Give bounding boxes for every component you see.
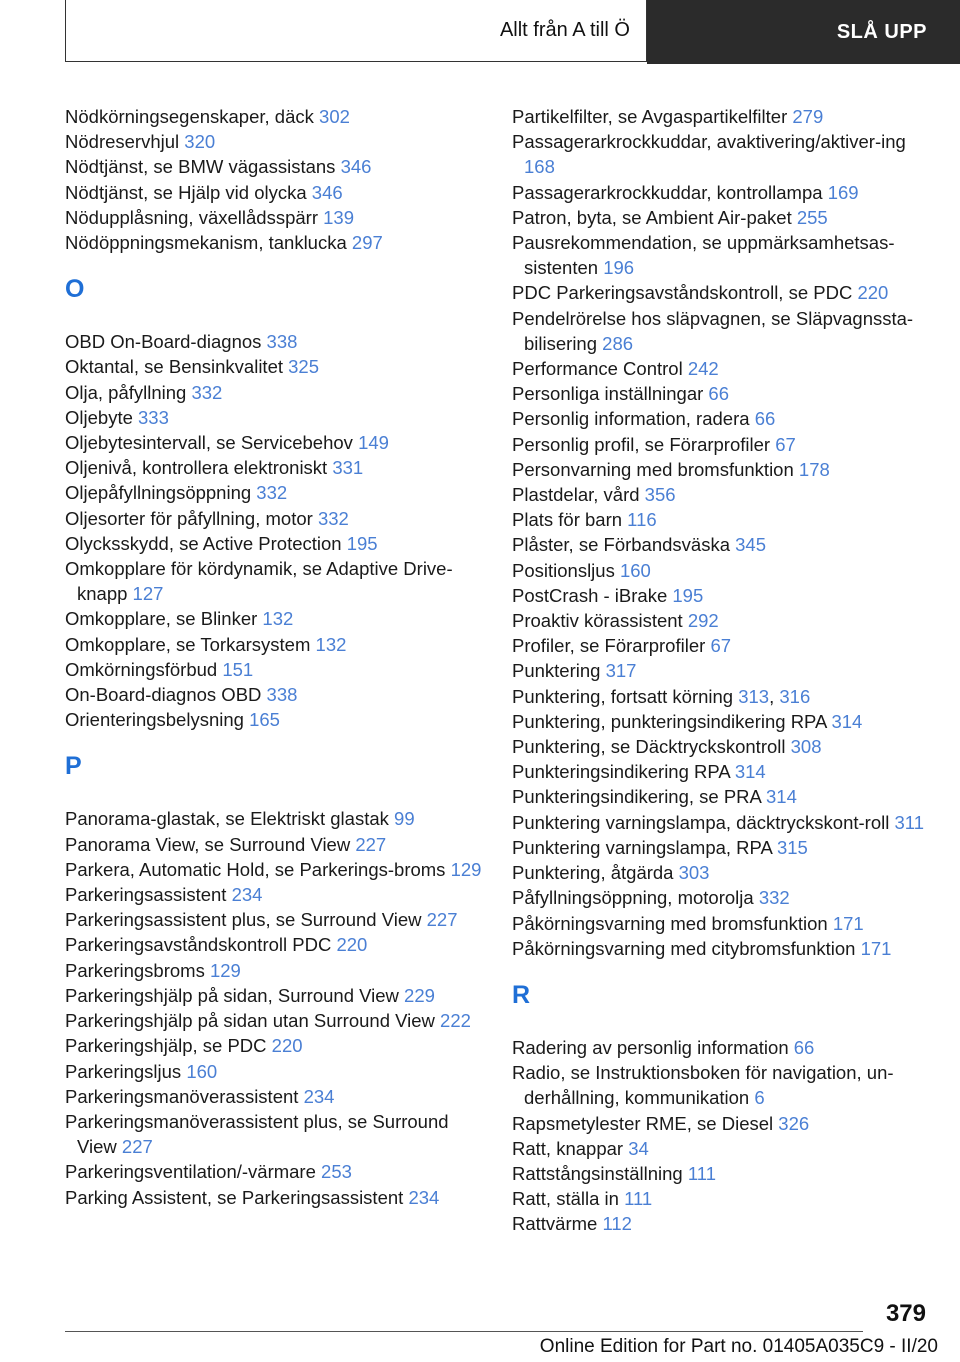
index-entry-text: Radering av personlig information [512, 1036, 794, 1058]
index-entry [512, 759, 932, 784]
index-entry-text: Påkörningsvarning med citybromsfunktion [512, 937, 861, 959]
index-entry [65, 657, 485, 682]
footer-edition: Online Edition for Part no. 01405A035C9 - II/20 [539, 1336, 938, 1357]
page-link[interactable]: 338 [266, 331, 298, 353]
index-entry-text: Parkeringshjälp på sidan, Surround View [65, 984, 405, 1006]
index-entry-text: Parkeringsassistent [65, 884, 232, 906]
index-entry [512, 684, 932, 709]
index-entry-text: Oljebytesintervall, se Servicebehov [65, 432, 359, 454]
page-link[interactable]: 222 [440, 1010, 471, 1032]
page-link[interactable]: 314 [734, 761, 766, 783]
index-entry-text: Radio, se Instruktionsboken för navigation, un-derhållning, kommunikation [512, 1062, 894, 1109]
page-link[interactable]: 111 [624, 1188, 653, 1210]
page-link[interactable]: 66 [708, 383, 729, 405]
index-entry [512, 1211, 932, 1236]
section-letter: O [65, 275, 85, 304]
tab-a-to-z[interactable]: Allt från A till Ö [65, 0, 647, 62]
index-entry-text: Parkeringsljus [65, 1060, 187, 1082]
page-link[interactable]: 220 [857, 282, 889, 304]
index-entry-text: PDC Parkeringsavståndskontroll, se PDC [512, 282, 858, 304]
index-entry [512, 1035, 932, 1060]
index-entry-text: OBD On-Board-diagnos [65, 331, 267, 353]
index-entry [65, 354, 485, 379]
page-link[interactable]: 178 [798, 458, 830, 480]
index-entry [65, 430, 485, 455]
page-link[interactable]: 34 [628, 1137, 649, 1159]
footer-divider [65, 1331, 863, 1332]
page-link[interactable]: 220 [271, 1035, 303, 1057]
index-entry [65, 1033, 485, 1058]
index-entry-text: Rattstångsinställning [512, 1162, 688, 1184]
page-link[interactable]: 132 [315, 633, 347, 655]
index-entry-text: Påfyllningsöppning, motorolja [512, 887, 759, 909]
index-entry-text: Ratt, ställa in [512, 1188, 625, 1210]
index-entry-text: Personlig information, radera [512, 408, 755, 430]
page-link[interactable]: 255 [796, 206, 828, 228]
index-entry [512, 507, 932, 532]
page-link[interactable]: 345 [735, 534, 767, 556]
page-link[interactable]: 320 [184, 131, 216, 153]
index-entry-text: Oljepåfyllningsöppning [65, 482, 257, 504]
index-entry-text: Personlig profil, se Förarprofiler [512, 433, 776, 455]
index-entry-text: Partikelfilter, se Avgaspartikelfilter [512, 106, 793, 127]
page-link[interactable]: 66 [754, 408, 776, 430]
index-entry-text: Parkeringshjälp, se PDC [65, 1035, 272, 1057]
page-link[interactable]: 168 [524, 156, 555, 178]
index-entry-text: Punktering varningslampa, däcktryckskont-roll [512, 811, 895, 833]
page-link[interactable]: 317 [605, 660, 637, 682]
index-entry [65, 882, 485, 907]
page-link[interactable]: 308 [790, 736, 822, 758]
index-entry-text: Oljenivå, kontrollera elektroniskt [65, 457, 333, 479]
page-link[interactable]: 127 [132, 583, 164, 605]
index-entry [65, 932, 485, 957]
index-entry-text: Punktering, åtgärda [512, 862, 679, 884]
index-entry [65, 205, 485, 230]
index-entry [65, 857, 485, 882]
page-link[interactable]: 356 [644, 484, 676, 506]
index-entry [512, 1186, 932, 1211]
index-entry [65, 832, 485, 857]
index-entry [512, 230, 932, 280]
index-entry-text: Personliga inställningar [512, 383, 709, 405]
page-link[interactable]: 129 [209, 959, 241, 981]
index-entry [65, 707, 485, 732]
index-entry [65, 1109, 485, 1159]
page-link[interactable]: 302 [319, 106, 350, 127]
index-entry-text: Orienteringsbelysning [65, 709, 250, 731]
page-link[interactable]: 112 [602, 1213, 632, 1235]
index-entry [65, 455, 485, 480]
index-entry [512, 356, 932, 381]
header-nav [65, 0, 960, 64]
index-entry-text: Nödreservhjul [65, 131, 185, 153]
section-letter: P [65, 752, 82, 781]
index-entry [512, 885, 932, 910]
page-link[interactable]: 253 [321, 1161, 352, 1183]
index-entry [512, 734, 932, 759]
index-entry [65, 1084, 485, 1109]
section-letter: R [512, 980, 531, 1009]
index-entry [65, 958, 485, 983]
index-entry-text: Punktering [512, 660, 606, 682]
page-link[interactable]: 292 [687, 610, 719, 632]
index-entry-text: Panorama View, se Surround View [65, 833, 356, 855]
page-link[interactable]: 6 [754, 1087, 765, 1109]
index-entry [65, 907, 485, 932]
index-entry [512, 205, 932, 230]
index-entry-text: Punktering varningslampa, RPA [512, 836, 777, 858]
index-entry [65, 1185, 485, 1210]
index-entry [512, 432, 932, 457]
index-entry-text: Punktering, punkteringsindikering RPA [512, 710, 832, 732]
index-entry-text: Parking Assistent, se Parkeringsassistent [65, 1186, 409, 1208]
page-link[interactable]: 286 [602, 332, 634, 354]
index-entry [512, 709, 932, 734]
index-entry [512, 532, 932, 557]
index-entry [512, 633, 932, 658]
index-entry-text: Pendelrörelse hos släpvagnen, se Släpvagnssta-bilisering [512, 307, 914, 354]
index-entry-text: Olycksskydd, se Active Protection [65, 532, 347, 554]
index-entry [65, 1059, 485, 1084]
tab-lookup[interactable]: SLÅ UPP [647, 0, 960, 64]
index-entry-text: Performance Control [512, 358, 688, 380]
page-link[interactable]: 227 [355, 833, 387, 855]
index-entry [512, 280, 932, 305]
index-entry-text: Parkeringsmanöverassistent [65, 1085, 304, 1107]
page-link[interactable]: 332 [317, 507, 349, 529]
index-entry [512, 583, 932, 608]
page-link[interactable]: 111 [687, 1162, 716, 1184]
index-entry-text: Omkopplare, se Torkarsystem [65, 633, 316, 655]
page-link[interactable]: 297 [351, 232, 383, 254]
index-entry [512, 1111, 932, 1136]
page-link[interactable]: 132 [262, 608, 294, 630]
index-entry-text: Parkera, Automatic Hold, se Parkerings-broms [65, 858, 451, 880]
index-entry-text: Pausrekommendation, se uppmärksamhetsas-sistenten [512, 232, 895, 279]
index-entry [65, 1008, 485, 1033]
index-entry-text: Nödupplåsning, växellådsspärr [65, 206, 324, 228]
page-link[interactable]: 229 [404, 984, 435, 1006]
page-link[interactable]: 99 [394, 808, 415, 830]
page-link[interactable]: 333 [138, 406, 169, 428]
index-entry [65, 104, 485, 129]
page-link[interactable]: 331 [332, 457, 364, 479]
index-entry [65, 531, 485, 556]
index-entry-text: Nödkörningsegenskaper, däck [65, 106, 320, 127]
index-entry [65, 329, 485, 354]
page-link[interactable]: 67 [775, 433, 796, 455]
index-entry-text: Påkörningsvarning med bromsfunktion [512, 912, 833, 934]
index-entry-text: Olja, påfyllning [65, 381, 192, 403]
index-entry [65, 806, 485, 831]
page-link[interactable]: 332 [256, 482, 288, 504]
index-entry [65, 405, 485, 430]
index-entry-text: Parkeringshjälp på sidan utan Surround View [65, 1010, 441, 1032]
page-link[interactable]: 234 [303, 1085, 335, 1107]
index-entry [512, 810, 932, 835]
index-column-right [512, 104, 932, 1237]
page-link[interactable]: 227 [426, 909, 458, 931]
index-entry-text: Oktantal, se Bensinkvalitet [65, 356, 289, 378]
page-link[interactable]: 149 [358, 432, 389, 454]
index-entry [65, 380, 485, 405]
page-link[interactable]: 220 [336, 934, 368, 956]
page-link[interactable]: 279 [792, 106, 824, 127]
index-entry-text: Patron, byta, se Ambient Air-paket [512, 206, 797, 228]
index-entry-text: Parkeringsassistent plus, se Surround View [65, 909, 427, 931]
index-entry-text: On-Board-diagnos OBD [65, 684, 267, 706]
index-entry-text: Parkeringsavståndskontroll PDC [65, 934, 337, 956]
index-entry [512, 381, 932, 406]
page-link[interactable]: 227 [121, 1136, 153, 1158]
page-link[interactable]: 195 [346, 532, 378, 554]
page-link[interactable]: 346 [340, 156, 372, 178]
index-entry-text: Panorama-glastak, se Elektriskt glastak [65, 808, 395, 830]
index-entry-text: Nödöppningsmekanism, tanklucka [65, 232, 352, 254]
index-entry-text: Nödtjänst, se Hjälp vid olycka [65, 181, 312, 203]
page-link[interactable]: 234 [231, 884, 263, 906]
index-entry [512, 1161, 932, 1186]
index-entry-text: Plats för barn [512, 509, 628, 531]
page-link[interactable]: 160 [186, 1060, 218, 1082]
page-link[interactable]: 171 [860, 937, 892, 959]
page-link[interactable]: 303 [678, 862, 710, 884]
index-entry [65, 129, 485, 154]
index-entry-text: Omkörningsförbud [65, 658, 223, 680]
page-link[interactable]: 165 [249, 709, 280, 731]
index-entry-text: Parkeringsmanöverassistent plus, se Surround View [65, 1110, 449, 1158]
page-link[interactable]: 234 [408, 1186, 440, 1208]
index-entry-text: Passagerarkrockkuddar, avaktivering/aktiver-ing [512, 131, 906, 153]
index-entry-text: Rapsmetylester RME, se Diesel [512, 1112, 779, 1134]
page-link[interactable]: 314 [831, 710, 863, 732]
index-entry-text: Oljebyte [65, 406, 139, 428]
index-entry [65, 682, 485, 707]
index-entry-text: Ratt, knappar [512, 1137, 629, 1159]
page-link[interactable]: 116 [627, 509, 657, 531]
index-entry-text: Parkeringsventilation/-värmare [65, 1161, 322, 1183]
index-entry [65, 154, 485, 179]
index-entry [65, 1159, 485, 1184]
index-entry [512, 482, 932, 507]
index-entry [512, 306, 932, 356]
index-entry-text: Plåster, se Förbandsväska [512, 534, 736, 556]
page-link[interactable]: 129 [450, 858, 482, 880]
index-entry-text: PostCrash - iBrake [512, 584, 673, 606]
page-link[interactable]: 316 [779, 685, 811, 707]
index-entry [512, 936, 932, 961]
index-entry-text: Parkeringsbroms [65, 959, 210, 981]
index-entry-text: Punkteringsindikering RPA [512, 761, 735, 783]
index-entry [512, 104, 932, 129]
index-entry-text: Positionsljus [512, 559, 620, 581]
index-entry [65, 230, 485, 255]
index-entry [512, 658, 932, 683]
page-link[interactable]: 314 [766, 786, 797, 808]
page-link[interactable]: 171 [832, 912, 864, 934]
index-entry-text: Oljesorter för påfyllning, motor [65, 507, 318, 529]
page-link[interactable]: 325 [288, 356, 320, 378]
index-entry [65, 180, 485, 205]
page-link[interactable]: 196 [603, 257, 635, 279]
page-link[interactable]: 313 [738, 685, 770, 707]
page-link[interactable]: 195 [672, 584, 704, 606]
index-entry-text: Proaktiv körassistent [512, 610, 688, 632]
index-entry [512, 784, 932, 809]
index-entry-text: Passagerarkrockkuddar, kontrollampa [512, 181, 828, 203]
index-entry-text: Punkteringsindikering, se PRA [512, 786, 766, 808]
page-link[interactable]: 67 [710, 635, 732, 657]
page-link[interactable]: 139 [323, 206, 354, 228]
page-link[interactable]: 66 [793, 1036, 815, 1058]
page-link[interactable]: 332 [191, 381, 223, 403]
index-entry-text: Omkopplare, se Blinker [65, 608, 263, 630]
index-entry [512, 1060, 932, 1110]
index-entry [512, 1136, 932, 1161]
page-link[interactable]: 332 [758, 887, 790, 909]
page-link[interactable]: 151 [222, 658, 254, 680]
page-separator: , [769, 685, 780, 707]
index-entry [512, 558, 932, 583]
index-entry-text: Omkopplare för kördynamik, se Adaptive Drive-knapp [65, 558, 453, 605]
index-entry [512, 608, 932, 633]
page-link[interactable]: 160 [619, 559, 651, 581]
index-entry [512, 457, 932, 482]
index-entry-text: Punktering, fortsatt körning [512, 685, 739, 707]
index-entry [65, 983, 485, 1008]
index-entry [512, 406, 932, 431]
index-entry-text: Nödtjänst, se BMW vägassistans [65, 156, 341, 178]
index-entry [65, 480, 485, 505]
index-column-left [65, 104, 485, 1210]
index-entry-text: Profiler, se Förarprofiler [512, 635, 711, 657]
index-entry-text: Plastdelar, vård [512, 484, 645, 506]
page-link[interactable]: 338 [266, 684, 298, 706]
index-entry [512, 180, 932, 205]
page-link[interactable]: 326 [778, 1112, 810, 1134]
index-entry [65, 506, 485, 531]
index-entry [512, 835, 932, 860]
index-entry [512, 911, 932, 936]
page-link[interactable]: 346 [311, 181, 343, 203]
page-link[interactable]: 169 [827, 181, 859, 203]
index-entry [65, 606, 485, 631]
page-number: 379 [885, 1300, 926, 1327]
index-entry [512, 860, 932, 885]
page-link[interactable]: 311 [894, 811, 924, 833]
index-entry-text: Punktering, se Däcktryckskontroll [512, 736, 791, 758]
page-link[interactable]: 315 [776, 836, 808, 858]
index-entry-text: Rattvärme [512, 1213, 603, 1235]
index-entry [65, 632, 485, 657]
page-link[interactable]: 242 [687, 358, 719, 380]
index-entry [65, 556, 485, 606]
index-entry-text: Personvarning med bromsfunktion [512, 458, 799, 480]
index-entry [512, 129, 932, 179]
